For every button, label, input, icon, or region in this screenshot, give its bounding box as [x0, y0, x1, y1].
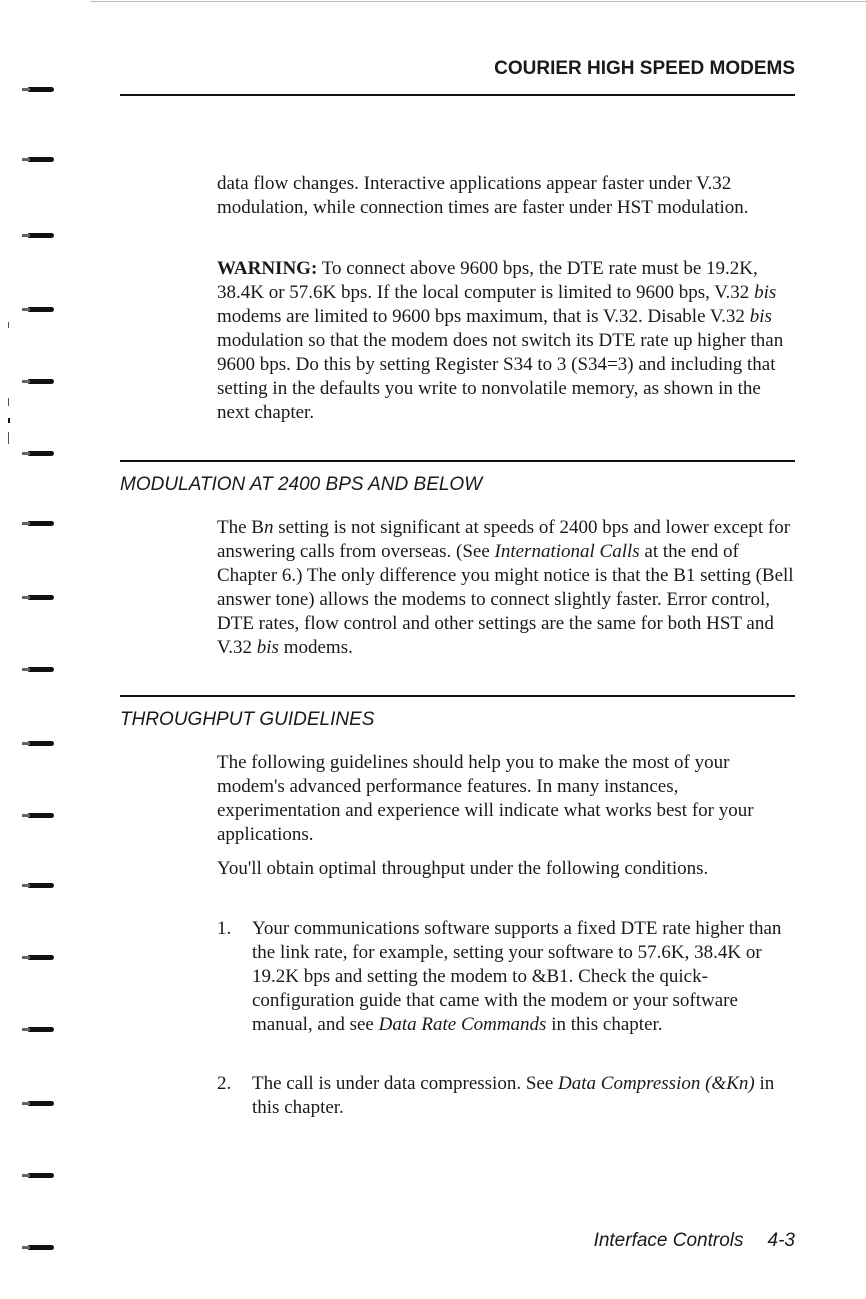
- body-text: The B: [217, 517, 264, 538]
- binder-mark: [28, 1027, 54, 1032]
- scan-speck: [8, 322, 9, 328]
- list-item: [252, 1072, 797, 1120]
- list-number: 2.: [217, 1073, 232, 1094]
- warning-label: WARNING:: [217, 258, 318, 279]
- binder-mark: [28, 521, 54, 526]
- body-text: setting is not significant at speeds of 2400 bps and lower except for answering calls from overseas. (See: [217, 517, 791, 562]
- binder-mark: [28, 157, 54, 162]
- page-number: 4-3: [767, 1230, 795, 1251]
- running-header: COURIER HIGH SPEED MODEMS: [494, 58, 795, 79]
- binder-mark: [28, 595, 54, 600]
- binder-mark: [28, 307, 54, 312]
- conditions-paragraph: You'll obtain optimal throughput under the following conditions.: [217, 858, 709, 879]
- scan-speck: [8, 418, 10, 423]
- list-number: 1.: [217, 918, 232, 939]
- body-text: at the end of Chapter 6.) The only difference you might notice is that the B1 setting (Bell answer tone) allows the modems to connect slightly faster. Error control, DTE rates, flow control and other settings are the same for both HST and V.32: [217, 541, 794, 658]
- warning-italic: bis: [754, 282, 777, 303]
- section-title-throughput: THROUGHPUT GUIDELINES: [120, 709, 375, 730]
- scan-speck: [8, 398, 9, 406]
- body-italic: bis: [256, 637, 279, 658]
- body-text: Your communications software supports a fixed DTE rate higher than the link rate, for example, setting your software to 57.6K, 38.4K or 19.2K bps and setting the modem to &B1. Check the quick-configuration guide that came with the modem or your software manual, and see: [252, 918, 782, 1035]
- section-title-modulation: MODULATION AT 2400 BPS AND BELOW: [120, 474, 483, 495]
- warning-text: To connect above 9600 bps, the DTE rate must be 19.2K, 38.4K or 57.6K bps. If the local computer is limited to 9600 bps, V.32: [217, 258, 758, 303]
- binder-mark: [28, 955, 54, 960]
- binder-mark: [28, 379, 54, 384]
- cross-reference: Data Rate Commands: [378, 1014, 547, 1035]
- warning-text: modems are limited to 9600 bps maximum, that is V.32. Disable V.32: [217, 306, 750, 327]
- body-italic: n: [263, 517, 274, 538]
- body-text: The call is under data compression. See: [252, 1073, 559, 1094]
- modulation-paragraph: [217, 516, 797, 660]
- section-rule: [120, 460, 795, 462]
- body-text: in this chapter.: [546, 1014, 663, 1035]
- warning-italic: bis: [749, 306, 772, 327]
- throughput-paragraph: The following guidelines should help you to make the most of your modem's advanced performance features. In many instances, experimentation and experience will indicate what works best for your applications.: [217, 752, 754, 845]
- page-footer: [500, 1230, 795, 1252]
- scan-top-edge: [90, 1, 866, 2]
- binder-mark: [28, 1173, 54, 1178]
- warning-paragraph: [217, 257, 797, 425]
- binder-mark: [28, 741, 54, 746]
- body-text: in this chapter.: [252, 1073, 775, 1118]
- binder-mark: [28, 813, 54, 818]
- header-rule: [120, 94, 795, 96]
- binder-mark: [28, 667, 54, 672]
- binder-mark: [28, 883, 54, 888]
- section-rule: [120, 695, 795, 697]
- cross-reference: International Calls: [494, 541, 640, 562]
- cross-reference: Data Compression (&Kn): [558, 1073, 755, 1094]
- footer-label: Interface Controls: [593, 1230, 744, 1251]
- intro-paragraph: data flow changes. Interactive applications appear faster under V.32 modulation, while connection times are faster under HST modulation.: [217, 173, 749, 218]
- list-item: [252, 917, 797, 1037]
- binder-mark: [28, 451, 54, 456]
- scan-speck: [8, 432, 9, 444]
- binder-mark: [28, 1245, 54, 1250]
- binder-mark: [28, 233, 54, 238]
- body-text: modems.: [278, 637, 353, 658]
- binder-mark: [28, 1101, 54, 1106]
- warning-text: modulation so that the modem does not switch its DTE rate up higher than 9600 bps. Do this by setting Register S34 to 3 (S34=3) and including that setting in the defaults you write to nonvolatile memory, as shown in the next chapter.: [217, 330, 784, 423]
- binder-mark: [28, 87, 54, 92]
